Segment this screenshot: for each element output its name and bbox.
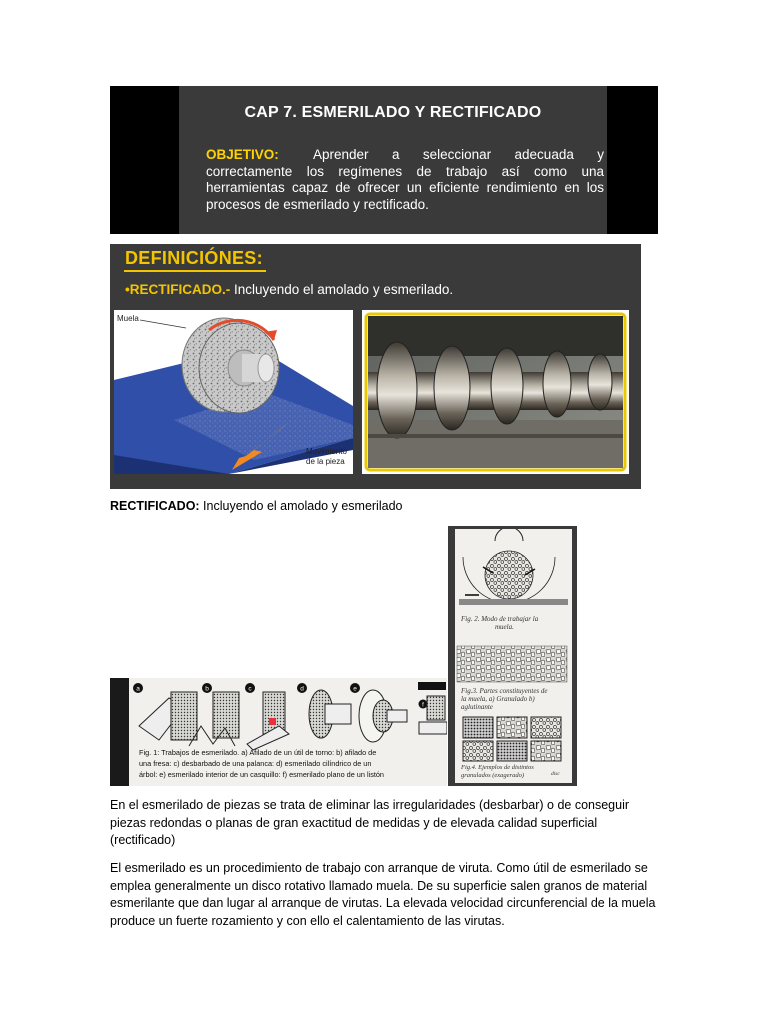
fig2-caption-2: muela. [495, 623, 514, 631]
label-e: e [353, 685, 357, 693]
wheel-parts-svg [455, 529, 572, 783]
paragraph-esmerilado-definition: En el esmerilado de piezas se trata de eliminar las irregularidades (desbarbar) o de conseguir piezas redondas o planas de gran exactitud de medidas y de elevada calidad superficial (rectificado) [110, 798, 630, 847]
grinding-wheel-illustration [114, 310, 353, 474]
grinding-operations-svg [129, 678, 447, 786]
fig3-caption-3: aglutinante [461, 703, 493, 711]
label-c: c [248, 685, 252, 693]
bullet-text: Incluyendo el amolado y esmerilado. [230, 282, 454, 297]
definitions-bullet [125, 282, 453, 297]
fig3-caption-2: la muela, a) Granulado b) [461, 695, 535, 703]
label-a: a [136, 685, 140, 693]
label-d: d [300, 685, 304, 693]
fig1-caption-2: una fresa: c) desbarbado de una palanca: d) esmerilado cilíndrico de un [139, 759, 372, 768]
movement-label-2: de la pieza [306, 457, 345, 466]
paragraph-esmerilado-process: El esmerilado es un procedimiento de trabajo con arranque de viruta. Como útil de esmerilado se emplea generalmente un disco rotativo llamado muela. De su superficie salen granos de material esmerilante que dan lugar al arranque de virutas. La elevada velocidad circunferencial de la muela produce un fuerte rozamiento y con ello el calentamiento de las virutas. [110, 861, 656, 928]
movement-label-1: Movimiento [306, 447, 347, 456]
grinding-machine-svg [362, 310, 629, 474]
slide-objective-panel [179, 86, 607, 234]
caption-label: RECTIFICADO: [110, 499, 200, 513]
rectificado-caption [110, 499, 402, 513]
fig1-caption-1: Fig. 1: Trabajos de esmerilado. a) Afilado de un útil de torno: b) afilado de [139, 748, 377, 757]
slide-title: CAP 7. ESMERILADO Y RECTIFICADO [244, 104, 542, 121]
fig4-caption-2: granulados (exagerado) [461, 772, 525, 779]
fig2-caption-1: Fig. 2. Modo de trabajar la [461, 615, 539, 623]
grinding-wheel-svg [114, 310, 353, 474]
fig3-caption-1: Fig.3. Partes constituyentes de [461, 687, 548, 695]
title-underline [124, 270, 266, 272]
fig4-caption-1: Fig.4. Ejemplos de distintos [461, 764, 534, 771]
figure-grinding-operations [110, 678, 447, 786]
grinding-machine-photo [362, 310, 629, 474]
figure-wheel-parts-paper [455, 529, 572, 783]
slide-objective [110, 86, 658, 234]
slide-definitions [110, 244, 641, 489]
figure-grinding-operations-paper [129, 678, 447, 786]
wheel-label: Muela [117, 314, 139, 323]
objective-text: Aprender a seleccionar adecuada y correctamente los regímenes de trabajo así como una herramientas capaz de ofrecer un eficiente rendimiento en los procesos de esmerilado y rectificado. [206, 147, 604, 212]
caption-text: Incluyendo el amolado y esmerilado [199, 499, 403, 513]
definitions-title: DEFINICIÓNES: [125, 248, 263, 268]
fig4-side-label: disc [551, 771, 560, 777]
fig1-caption-3: árbol: e) esmerilado interior de un casquillo: f) esmerilado plano de un listón [139, 770, 384, 779]
bullet-label: •RECTIFICADO.- [125, 282, 231, 297]
figure-wheel-parts [448, 526, 577, 786]
objective-label: OBJETIVO: [206, 147, 279, 162]
label-f: f [422, 702, 424, 709]
label-b: b [205, 685, 209, 693]
